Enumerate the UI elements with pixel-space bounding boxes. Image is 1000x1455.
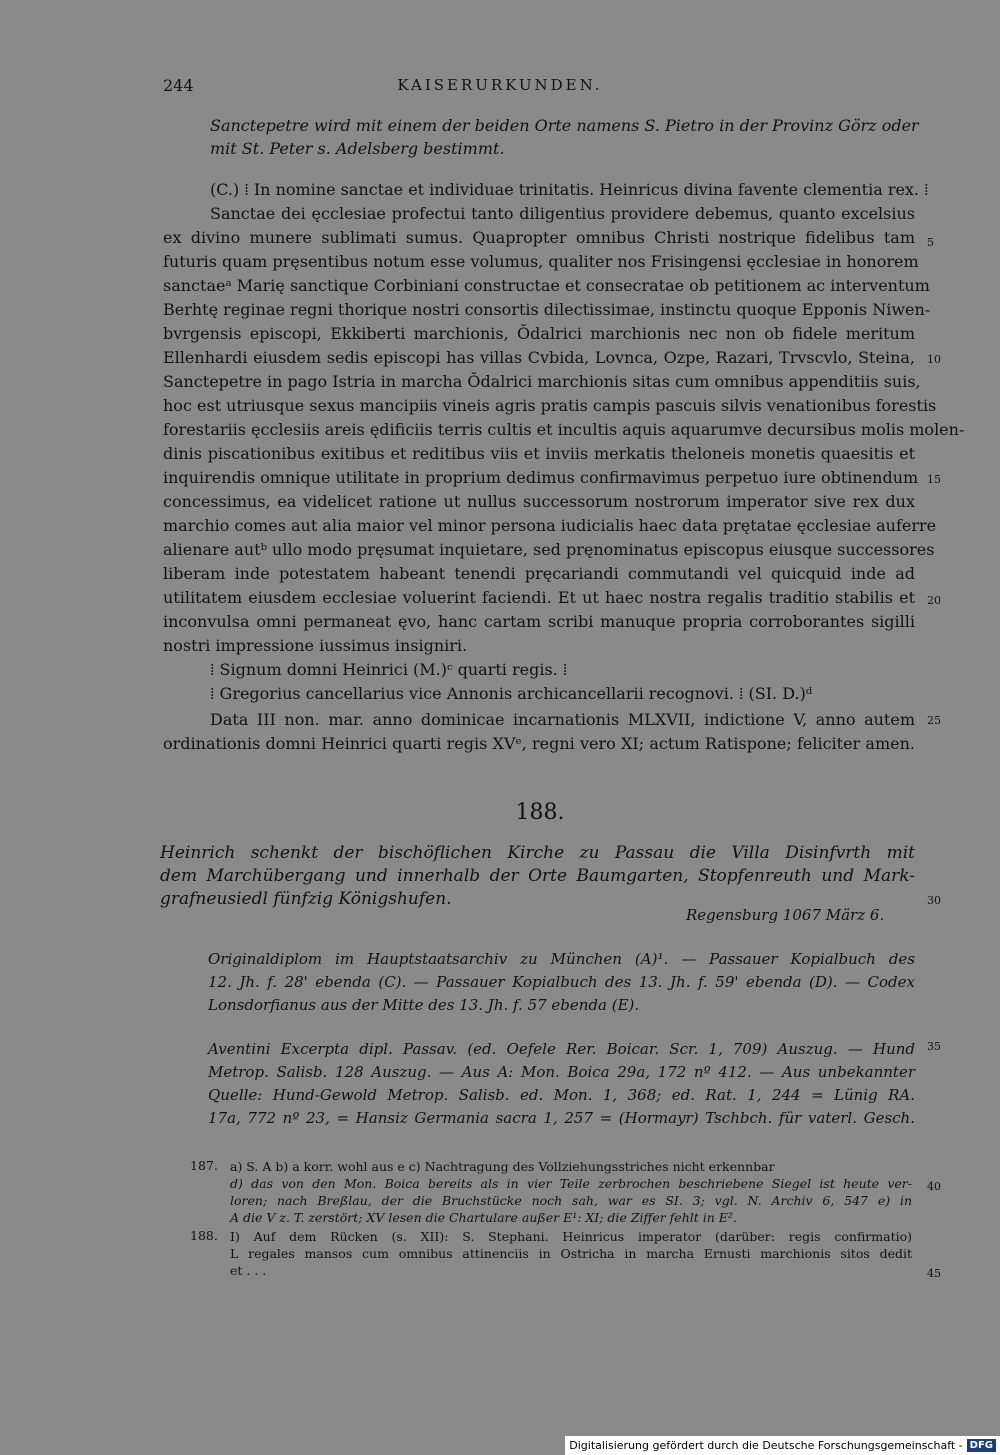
text-line: alienare autᵇ ullo modo pręsumat inquietare, sed pręnominatus episcopus eiusque successores [163,540,935,559]
regest-line: Heinrich schenkt der bischöflichen Kirche zu Passau die Villa Disinfvrth mit [160,843,915,863]
text-line: Berhtę reginae regni thorique nostri consortis dilectissimae, instinctu quoque Epponis Niwen- [163,300,931,319]
footnote-line: I) Auf dem Rücken (s. XII): S. Stephani. Heinricus imperator (darüber: regis confirmatio) [230,1229,912,1244]
text-line: (C.) ⁞ In nomine sanctae et individuae trinitatis. Heinricus divina favente clementia rex. ⁞ [210,180,929,199]
text-line: marchio comes aut alia maior vel minor persona iudicialis haec data prętatae ęcclesiae auferre [163,516,937,535]
edition-line: 17a, 772 nº 23, = Hansiz Germania sacra 1, 257 = (Hormayr) Tschbch. für vaterl. Gesch. [208,1109,915,1127]
running-head: KAISERURKUNDEN. [397,76,603,94]
line-number: 30 [927,894,941,907]
footnote-line: d) das von den Mon. Boica bereits als in vier Teile zerbrochen beschriebene Siegel ist heute ver- [230,1176,912,1191]
regest-line: dem Marchübergang und innerhalb der Orte Baumgarten, Stopfenreuth und Mark- [160,866,915,886]
regest-line: grafneusiedl fünfzig Königshufen. [160,889,452,909]
text-line: sanctaeᵃ Marię sanctique Corbiniani constructae et consecratae ob petitionem ac interventum [163,276,930,295]
line-number: 15 [927,473,941,486]
edition-line: Aventini Excerpta dipl. Passav. (ed. Oefele Rer. Boicar. Scr. 1, 709) Auszug. — Hund [208,1040,915,1058]
page-number: 244 [163,76,194,95]
text-line: concessimus, ea videlicet ratione ut nullus successorum nostrorum imperator sive rex dux [163,492,915,511]
text-line: ⁞ Gregorius cancellarius vice Annonis archicancellarii recognovi. ⁞ (SI. D.)ᵈ [210,684,813,703]
footer-banner [565,1436,1000,1455]
text-line: utilitatem eiusdem ecclesiae voluerint faciendi. Et ut haec nostra regalis traditio stabilis et [163,588,915,607]
text-line: ex divino munere sublimati sumus. Quapropter omnibus Christi nostrique fidelibus tam [163,228,915,247]
footnote-line: et . . . [230,1263,267,1278]
place-date: Regensburg 1067 März 6. [686,906,885,924]
text-line: liberam inde potestatem habeant tenendi pręcariandi commutandi vel quicquid inde ad [163,564,915,583]
text-line: Ellenhardi eiusdem sedis episcopi has villas Cvbida, Lovnca, Ozpe, Razari, Trvscvlo, Steina, [163,348,915,367]
text-line: inquirendis omnique utilitate in proprium dedimus confirmavimus perpetuo iure obtinendum [163,468,919,487]
text-line: bvrgensis episcopi, Ekkiberti marchionis, Ŏdalrici marchionis nec non ob fidele meritum [163,324,915,343]
text-line: ordinationis domni Heinrici quarti regis XVᵉ, regni vero XI; actum Ratispone; feliciter amen. [163,734,915,753]
text-line: Sanctepetre in pago Istria in marcha Ŏdalrici marchionis sitas cum omnibus appenditiis suis, [163,372,921,391]
line-number: 40 [927,1180,941,1193]
footnote-label: 187. [190,1158,218,1173]
dfg-logo-icon: DFG [967,1439,996,1452]
source-line: Originaldiplom im Hauptstaatsarchiv zu München (A)¹. — Passauer Kopialbuch des [208,950,915,968]
edition-line: Metrop. Salisb. 128 Auszug. — Aus A: Mon. Boica 29a, 172 nº 412. — Aus unbekannter [208,1063,915,1081]
document-number: 188. [515,800,565,825]
text-line: inconvulsa omni permaneat ęvo, hanc cartam scribi manuque propria corroborantes sigilli [163,612,915,631]
edition-line: Quelle: Hund-Gewold Metrop. Salisb. ed. Mon. 1, 368; ed. Rat. 1, 244 = Lünig RA. [208,1086,915,1104]
text-line: hoc est utriusque sexus mancipiis vineis agris pratis campis pascuis silvis venationibus forestis [163,396,937,415]
text-line: forestariis ęcclesiis areis ędificiis terris cultis et incultis aquis aquarumve decursibus molis molen- [163,420,965,439]
line-number: 45 [927,1267,941,1280]
text-line: dinis piscationibus exitibus et reditibus viis et inviis merkatis theloneis monetis quaesitis et [163,444,915,463]
footer-text: Digitalisierung gefördert durch die Deutsche Forschungsgemeinschaft - [569,1439,963,1452]
line-number: 5 [927,236,934,249]
text-line: ⁞ Signum domni Heinrici (M.)ᶜ quarti regis. ⁞ [210,660,568,679]
line-number: 20 [927,594,941,607]
footnote-line: loren; nach Breßlau, der die Bruchstücke noch sah, war es SI. 3; vgl. N. Archiv 6, 547 e) in [230,1193,912,1208]
text-line: futuris quam pręsentibus notum esse volumus, qualiter nos Frisingensi ęcclesiae in honorem [163,252,919,271]
line-number: 10 [927,353,941,366]
source-line: 12. Jh. f. 28' ebenda (C). — Passauer Kopialbuch des 13. Jh. f. 59' ebenda (D). — Codex [208,973,915,991]
line-number: 25 [927,714,941,727]
footnote-line: a) S. A b) a korr. wohl aus e c) Nachtragung des Vollziehungsstriches nicht erkennbar [230,1159,775,1174]
footnote-label: 188. [190,1228,218,1243]
intro-line: mit St. Peter s. Adelsberg bestimmt. [210,139,505,158]
text-line: Data III non. mar. anno dominicae incarnationis MLXVII, indictione V, anno autem [210,710,915,729]
footnote-line: A die V z. T. zerstört; XV lesen die Chartulare außer E¹: XI; die Ziffer fehlt in E². [230,1210,737,1225]
text-line: Sanctae dei ęcclesiae profectui tanto diligentius providere debemus, quanto excelsius [210,204,915,223]
footnote-line: L regales mansos cum omnibus attinenciis in Ostricha in marcha Ernusti marchionis sitos dedit [230,1246,912,1261]
intro-line: Sanctepetre wird mit einem der beiden Orte namens S. Pietro in der Provinz Görz oder [210,116,919,135]
source-line: Lonsdorfianus aus der Mitte des 13. Jh. f. 57 ebenda (E). [208,996,640,1014]
line-number: 35 [927,1040,941,1053]
text-line: nostri impressione iussimus insigniri. [163,636,468,655]
